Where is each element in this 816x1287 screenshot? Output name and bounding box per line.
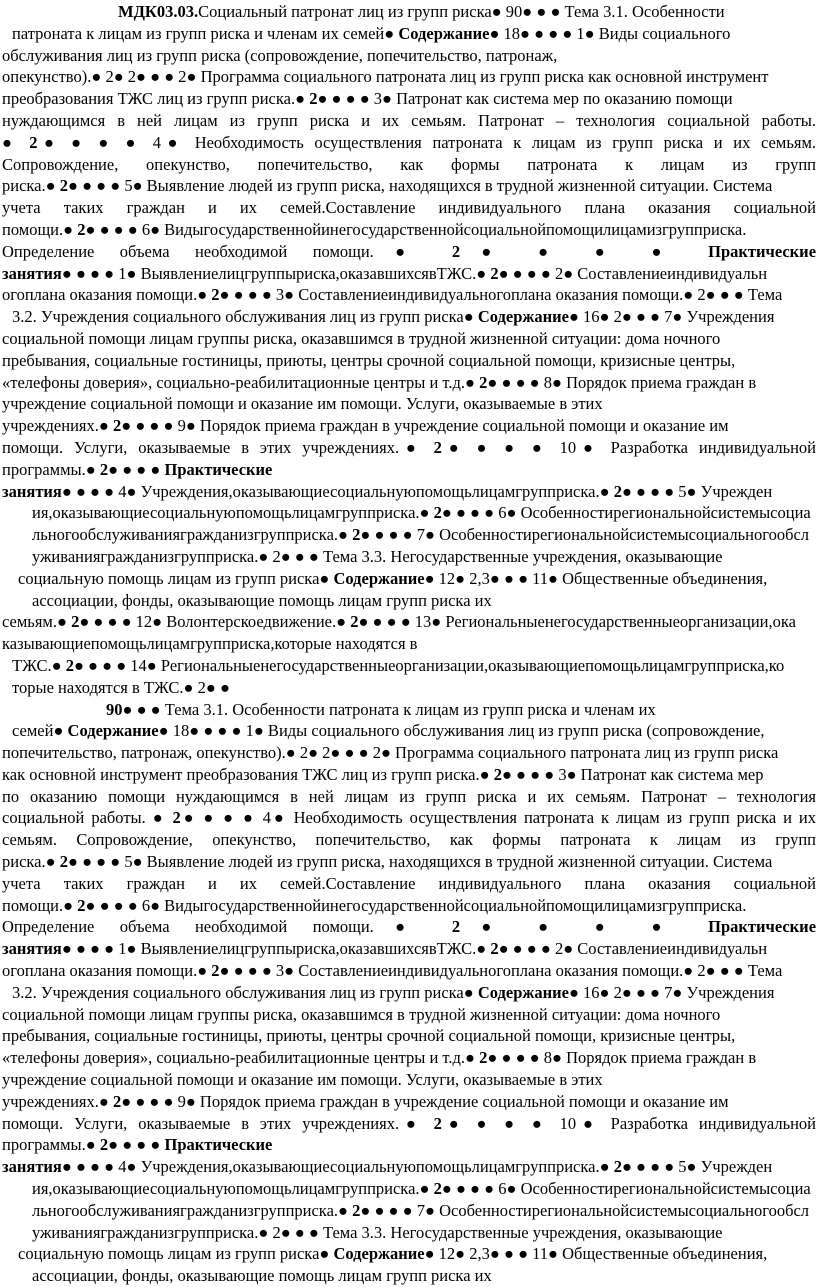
text-line: учреждение социальной помощи и оказание им помощи. Услуги, оказываемые в этих (2, 1070, 603, 1090)
text-line: 90● ● ● Тема 3.1. Особенности патроната к лицам из групп риска и членам их (106, 699, 656, 719)
text-line: «телефоны доверия», социально-реабилитационные центры и т.д.● 2● ● ● ● 8● Порядок приема граждан в (2, 372, 757, 392)
text-line: торые находятся в ТЖС.● 2● ● (12, 677, 230, 697)
text-line: учреждениях.● 2● ● ● ● 9● Порядок приема граждан в учреждение социальной помощи и оказание им (2, 1091, 729, 1111)
text-line: преобразования ТЖС лиц из групп риска.● 2● ● ● ● 3● Патронат как система мер по оказанию помощи (2, 89, 733, 109)
text-line: пребывания, социальные гостиницы, приюты, центры срочной социальной помощи, кризисные центры, (2, 1026, 736, 1046)
text-line: попечительство, патронаж, опекунство).● 2● 2● ● ● 2● Программа социального патроната лиц из групп риска (2, 743, 779, 763)
text-line: помощи. Услуги, оказываемые в этих учреждениях.● 2● ● ● ● 10● Разработка индивидуальной (2, 437, 816, 457)
text-line: ● 2● ● ● ● 4● Необходимость осуществления патроната к лицам из групп риска и их семьям. (2, 132, 816, 152)
text-line: занятия● ● ● ● 4● Учреждения,оказывающиесоциальнуюпомощьлицамгрупприска.● 2● ● ● ● 5● Учрежден (2, 481, 773, 501)
text-line: помощи.● 2● ● ● ● 6● Видыгосударственнойинегосударственнойсоциальнойпомощилицамизгрупприска. (2, 895, 747, 915)
text-line: льногообслуживаниягражданизгрупприска.● 2● ● ● ● 7● Особенностирегиональнойсистемысоциальногообсл (32, 1200, 810, 1220)
text-line: уживаниягражданизгрупприска.● 2● ● ● Тема 3.3. Негосударственные учреждения, оказывающие (32, 1222, 723, 1242)
text-line: «телефоны доверия», социально-реабилитационные центры и т.д.● 2● ● ● ● 8● Порядок приема граждан в (2, 1048, 757, 1068)
text-line: Сопровождение, опекунство, попечительство, как формы патроната к лицам из групп (2, 154, 816, 174)
text-line: учреждениях.● 2● ● ● ● 9● Порядок приема граждан в учреждение социальной помощи и оказание им (2, 416, 729, 436)
text-line: социальной помощи лицам группы риска, оказавшимся в трудной жизненной ситуации: дома ночного (2, 328, 721, 348)
text-line: риска.● 2● ● ● ● 5● Выявление людей из групп риска, находящихся в трудной жизненной ситуации. Система (2, 176, 773, 196)
text-line: социальной работы. ● 2● ● ● ● 4● Необходимость осуществления патроната к лицам из групп риска и их (2, 808, 816, 828)
text-line: огоплана оказания помощи.● 2● ● ● ● 3● Составлениеиндивидуальногоплана оказания помощи.● 2● ● ● Тема (2, 285, 783, 305)
text-line: по оказанию помощи нуждающимся в ней лицам из групп риска и их семьям. Патронат – технология (2, 786, 816, 806)
text-line: казывающиепомощьлицамгрупприска,которые находятся в (2, 634, 418, 654)
text-line: пребывания, социальные гостиницы, приюты, центры срочной социальной помощи, кризисные центры, (2, 350, 736, 370)
text-line: ассоциации, фонды, оказывающие помощь лицам групп риска их (32, 590, 492, 610)
text-line: огоплана оказания помощи.● 2● ● ● ● 3● Составлениеиндивидуальногоплана оказания помощи.● 2● ● ● Тема (2, 961, 783, 981)
text-line: патроната к лицам из групп риска и членам их семей● Содержание● 18● ● ● ● 1● Виды социального (12, 23, 731, 43)
text-line: Определение объема необходимой помощи.● 2● ● ● ● Практические (2, 241, 816, 261)
text-line: ия,оказывающиесоциальнуюпомощьлицамгрупприска.● 2● ● ● ● 6● Особенностирегиональнойсистемысоциа (32, 503, 811, 523)
text-line: занятия● ● ● ● 4● Учреждения,оказывающиесоциальнуюпомощьлицамгрупприска.● 2● ● ● ● 5● Учрежден (2, 1157, 773, 1177)
text-line: семьям.● 2● ● ● ● 12● Волонтерскоедвижение.● 2● ● ● ● 13● Региональныенегосударственныеорганизации,ока (2, 612, 796, 632)
text-line: ассоциации, фонды, оказывающие помощь лицам групп риска их (32, 1266, 492, 1286)
text-line: учреждение социальной помощи и оказание им помощи. Услуги, оказываемые в этих (2, 394, 603, 414)
text-line: программы.● 2● ● ● ● Практические (2, 459, 273, 479)
text-line: учета таких граждан и их семей.Составление индивидуального плана оказания социальной (2, 873, 816, 893)
text-line: 3.2. Учреждения социального обслуживания лиц из групп риска● Содержание● 16● 2● ● ● 7● Учреждения (12, 307, 775, 327)
text-line: семей● Содержание● 18● ● ● ● 1● Виды социального обслуживания лиц из групп риска (сопровождение, (12, 721, 765, 741)
text-line: МДК03.03.Социальный патронат лиц из групп риска● 90● ● ● Тема 3.1. Особенности (118, 2, 725, 21)
text-line: занятия● ● ● ● 1● Выявлениелицгруппыриска,оказавшихсявТЖС.● 2● ● ● ● 2● Составлениеиндивидуальн (2, 939, 768, 959)
text-line: социальной помощи лицам группы риска, оказавшимся в трудной жизненной ситуации: дома ночного (2, 1004, 721, 1024)
text-line: семьям. Сопровождение, опекунство, попечительство, как формы патроната к лицам из групп (2, 830, 816, 850)
text-line: обслуживания лиц из групп риска (сопровождение, попечительство, патронаж, (2, 45, 558, 65)
text-line: уживаниягражданизгрупприска.● 2● ● ● Тема 3.3. Негосударственные учреждения, оказывающие (32, 546, 723, 566)
text-line: помощи. Услуги, оказываемые в этих учреждениях.● 2● ● ● ● 10● Разработка индивидуальной (2, 1113, 816, 1133)
text-line: программы.● 2● ● ● ● Практические (2, 1135, 273, 1155)
text-line: опекунство).● 2● 2● ● ● 2● Программа социального патроната лиц из групп риска как основной инструмент (2, 67, 769, 87)
text-line: социальную помощь лицам из групп риска● Содержание● 12● 2,3● ● ● 11● Общественные объединения, (18, 568, 768, 588)
text-line: Определение объема необходимой помощи.● 2● ● ● ● Практические (2, 917, 816, 937)
text-line: помощи.● 2● ● ● ● 6● Видыгосударственнойинегосударственнойсоциальнойпомощилицамизгрупприска. (2, 219, 747, 239)
text-line: социальную помощь лицам из групп риска● Содержание● 12● 2,3● ● ● 11● Общественные объединения, (18, 1244, 768, 1264)
text-line: ия,оказывающиесоциальнуюпомощьлицамгрупприска.● 2● ● ● ● 6● Особенностирегиональнойсистемысоциа (32, 1179, 811, 1199)
text-line: учета таких граждан и их семей.Составление индивидуального плана оказания социальной (2, 198, 816, 218)
text-line: 3.2. Учреждения социального обслуживания лиц из групп риска● Содержание● 16● 2● ● ● 7● Учреждения (12, 982, 775, 1002)
text-line: ТЖС.● 2● ● ● ● 14● Региональныенегосударственныеорганизации,оказывающиепомощьлицамгрупприска,ко (12, 655, 785, 675)
text-line: занятия● ● ● ● 1● Выявлениелицгруппыриска,оказавшихсявТЖС.● 2● ● ● ● 2● Составлениеиндивидуальн (2, 263, 768, 283)
text-line: риска.● 2● ● ● ● 5● Выявление людей из групп риска, находящихся в трудной жизненной ситуации. Система (2, 852, 773, 872)
text-line: как основной инструмент преобразования ТЖС лиц из групп риска.● 2● ● ● ● 3● Патронат как система мер (2, 764, 764, 784)
text-line: льногообслуживаниягражданизгрупприска.● 2● ● ● ● 7● Особенностирегиональнойсистемысоциальногообсл (32, 525, 810, 545)
text-line: нуждающимся в ней лицам из групп риска и их семьям. Патронат – технология социальной работы. (2, 110, 816, 130)
